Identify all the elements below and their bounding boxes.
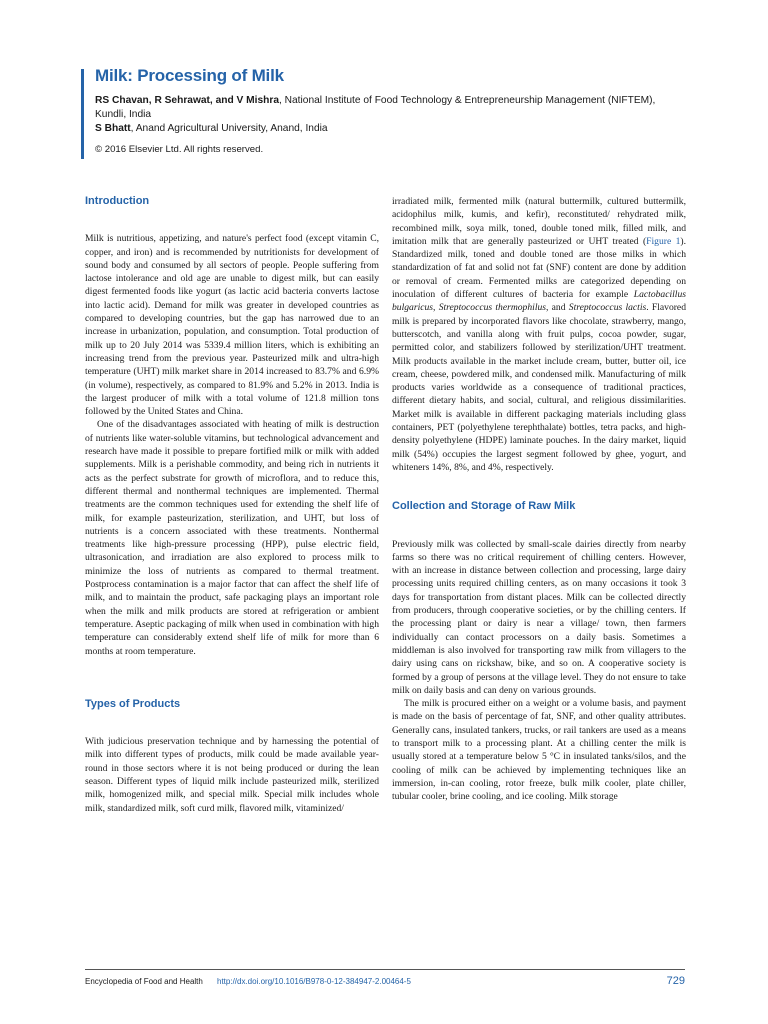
copyright-notice: © 2016 Elsevier Ltd. All rights reserved. xyxy=(95,144,264,155)
author-names-1: RS Chavan, R Sehrawat, and V Mishra xyxy=(95,95,279,106)
author-affiliation-1: , National Institute of Food Technology & Entrepreneurship Management (NIFTEM), xyxy=(279,95,656,106)
author-list xyxy=(95,94,695,136)
author-affiliation-1-location: Kundli, India xyxy=(95,109,152,120)
author-names-2: S Bhatt xyxy=(95,123,131,134)
author-affiliation-2: , Anand Agricultural University, Anand, India xyxy=(130,123,328,134)
section-heading-collection-storage: Collection and Storage of Raw Milk xyxy=(392,500,576,513)
section-heading-introduction: Introduction xyxy=(85,195,150,207)
article-title: Milk: Processing of Milk xyxy=(95,66,284,85)
collection-paragraph-2: The milk is procured either on a weight or a volume basis, and payment is made on the basis of percentage of fat, SNF, and other quality attributes. Generally cans, insulated tankers, trucks, or rail tankers are used as a means to transport milk to a processing plant. At a chilling center the milk is usually stored at a temperature below 5 °C in insulated tanks/silos, and the cooling of milk can be achieved by implementing techniques like an immersion, in-can cooling, rotor freeze, bulk milk cooler, plate chiller, tubular cooler, brine cooling, and ice cooling. Milk storage xyxy=(392,698,686,803)
species-name: Streptococcus lactis xyxy=(568,302,647,314)
types-paragraph-1: With judicious preservation technique and by harnessing the potential of milk into different types of products, milk could be made available year-round in those sectors where it is not being produced or during the lean season. Different types of liquid milk include pasteurized milk, sterilized milk, homogenized milk, and special milk. Special milk includes whole milk, standardized milk, soft curd milk, flavored milk, vitaminized/ xyxy=(85,736,379,814)
doi-link[interactable]: http://dx.doi.org/10.1016/B978-0-12-384947-2.00464-5 xyxy=(217,977,411,986)
journal-name: Encyclopedia of Food and Health xyxy=(85,977,203,986)
species-name: Lactobacillus bulgaricus xyxy=(392,289,686,314)
intro-paragraph-2: One of the disadvantages associated with heating of milk is destruction of nutrients like water-soluble vitamins, but technological advancement and research have made it possible to prepare fortified milk or milk with added supplements. Milk is a perishable commodity, and being rich in nutrients it acts as the perfect substrate for growth of microflora, and to reduce this, different thermal and nonthermal techniques are implemented. Thermal treatments are the common techniques used for extending the shelf life of milk, for example pasteurization, sterilization, and UHT, but loss of nutrients is a concern associated with these treatments. Nonthermal treatments like high-pressure processing (HPP), pulse electric field, ultrasonication, and irradiation are also explored to process milk to minimize the loss of nutrients as compared to thermal treatment. Postprocess contamination is a major factor that can affect the shelf life of milk, and to maintain the product, safe packaging plays an important role when the milk and milk products are stored at refrigeration or ambient temperature. Aseptic packaging of milk when used in combination with high temperature can considerably extend shelf life of milk for more than 6 months at room temperature. xyxy=(85,419,379,657)
footer-divider xyxy=(85,969,685,970)
intro-paragraph-1: Milk is nutritious, appetizing, and nature's perfect food (except vitamin C, copper, and iron) and is recommended by nutritionists for development of sound body and consumed by all sectors of people. People suffering from lactose intolerance and old age are unable to digest milk, but can easily digest fermented foods like yogurt (as lactic acid bacteria converts lactose into lactic acid). Demand for milk was greater in developed countries as compared to developing countries, but the gap has narrowed due to an increase in urbanization, population, and consumption. Total production of milk up to 20 July 2014 was 5339.4 million liters, which is exhibiting an increasing trend from the previous year. Pasteurized milk and ultra-high temperature (UHT) milk market share in 2014 increased to 83.7% and 6.9% (in volume), respectively, as compared to 81.9% and 5.2% in 2013. India is the largest producer of milk with a total volume of 121.8 million tons followed by the United States and China. xyxy=(85,233,379,418)
section-heading-types-of-products: Types of Products xyxy=(85,697,181,710)
right-column xyxy=(392,195,686,803)
figure-1-link[interactable]: Figure 1 xyxy=(646,235,681,247)
left-column xyxy=(85,195,379,815)
species-name: Streptococcus thermophilus xyxy=(438,302,547,314)
page-number: 729 xyxy=(666,975,685,987)
collection-paragraph-1: Previously milk was collected by small-scale dairies directly from nearby farms so there was no critical requirement of chilling centers. However, with an increase in distance between collection and processing, large dairy processing units required chilling centers, as on many occasions it took 3 days for transportation from distant places. Milk can be collected directly from producers, through cooperative societies, or by the chilling centers. If the processing plant or dairy is near a village/ town, then farmers individually can contact processors on a daily basis. Sometimes a middleman is also involved for transporting raw milk from villagers to the dairy using cans on rickshaw, bike, and so on. A cooperative society is formed by a group of persons at the village level. They do not ensure to take milk on daily basis and can deny on various grounds. xyxy=(392,538,686,696)
article-header xyxy=(81,66,695,155)
types-paragraph-continued: irradiated milk, fermented milk (natural buttermilk, cultured buttermilk, acidophilus milk, kumis, and kefir), reconstituted/ rehydrated milk, recombined milk, soya milk, toned, double toned milk, filled milk, and imitation milk that are generally pasteurized or UHT treated (Figure 1). Standardized milk, toned and double toned are those milks in which standardization of fat and solid not fat (SNF) content are done by addition or removal of cream. Fermented milks are categorized depending on inoculation of different cultures of bacteria for example Lactobacillus bulgaricus, Streptococcus thermophilus, and Streptococcus lactis. Flavored milk is prepared by incorporated flavors like chocolate, strawberry, mango, butterscotch, and vanilla along with fruit pulps, cocoa powder, sugar, permitted color, and stabilizers followed by sterilization/UHT treatment. Milk products available in the market include cream, butter, butter oil, ice cream, cheese, powdered milk, and condensed milk. Manufacturing of milk products varies worldwide as a consequence of traditional practices, different dietary habits, and social, cultural, and religious dissimilarities. Market milk is available in different packaging materials including glass containers, PET (polyethylene terephthalate) bottles, tetra packs, and high-density polyethylene (HDPE) laminate pouches. In the dairy market, liquid milk (54%) occupies the largest segment followed by ghee, yogurt, and whiteners 14%, 8%, and 4%, respectively. xyxy=(392,196,686,473)
